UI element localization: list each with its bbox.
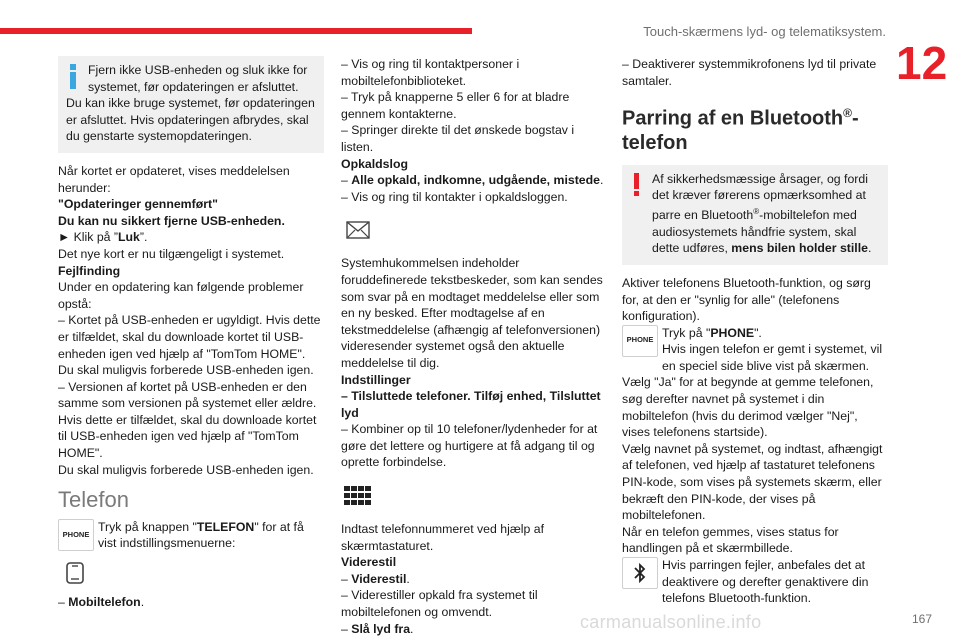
paragraph: Hvis parringen fejler, anbefales det at deaktivere og derefter genaktivere din telefons Bluetooth-funktion. bbox=[662, 558, 869, 606]
list-item: – Alle opkald, indkomne, udgående, mistede. bbox=[341, 173, 604, 188]
bluetooth-icon bbox=[622, 557, 658, 589]
paragraph: Indtast telefonnummeret ved hjælp af skærmtastaturet. bbox=[341, 522, 545, 553]
phone-button-icon: PHONE bbox=[58, 519, 94, 551]
info-icon bbox=[68, 64, 78, 89]
page-number: 167 bbox=[911, 612, 932, 626]
phone-instruction bbox=[622, 325, 888, 375]
warning-box bbox=[622, 165, 888, 265]
paragraph: Hvis ingen telefon er gemt i systemet, vil en speciel side blive vist på skærmen. bbox=[662, 342, 883, 373]
watermark: carmanualsonline.info bbox=[580, 612, 762, 632]
subheading: Viderestil bbox=[341, 555, 397, 570]
mobile-phone-icon bbox=[58, 558, 92, 588]
paragraph: Når en telefon gemmes, vises status for handlingen på et skærmbillede. bbox=[622, 524, 839, 556]
keypad-icon bbox=[341, 481, 375, 511]
paragraph: Du skal muligvis forberede USB-enheden igen. bbox=[58, 462, 314, 477]
list-item: – Tilsluttede telefoner. Tilføj enhed, Tilsluttet lyd bbox=[341, 389, 601, 420]
subheading: Indstillinger bbox=[341, 372, 411, 387]
section-title-bluetooth: Parring af en Bluetooth®-telefon bbox=[622, 106, 859, 154]
list-item: – Viderestil. bbox=[341, 571, 410, 586]
bluetooth-instruction bbox=[622, 557, 888, 607]
subheading: Opkaldslog bbox=[341, 156, 408, 171]
column-1 bbox=[58, 56, 324, 611]
header-red-bar bbox=[0, 28, 472, 34]
envelope-icon bbox=[341, 215, 375, 245]
instruction: Tryk på "PHONE". bbox=[662, 325, 762, 340]
column-3 bbox=[622, 56, 888, 607]
list-item: – Slå lyd fra. bbox=[341, 621, 414, 636]
chapter-number: 12 bbox=[896, 37, 948, 89]
list-item: – Kortet på USB-enheden er ugyldigt. Hvis dette er tilfældet, skal du downloade kortet til USB-enheden igen ved hjælp af "TomTom HOME". bbox=[58, 313, 321, 361]
list-item: – Springer direkte til det ønskede bogstav i listen. bbox=[341, 123, 575, 154]
list-item: – Viderestiller opkald fra systemet til mobiltelefonen og omvendt. bbox=[341, 588, 538, 620]
instruction: ► Klik på ”Luk”. bbox=[58, 230, 148, 245]
info-box bbox=[58, 56, 324, 153]
phone-button-icon: PHONE bbox=[622, 325, 658, 357]
instruction: Tryk på knappen "TELEFON" for at få vist indstillingsmenuerne: bbox=[98, 519, 304, 551]
paragraph: Vælg "Ja" for at begynde at gemme telefonen, søg derefter navnet på systemet i din mobiltelefon (hvis du derimod vælger "Nej", vises telefonens startside). bbox=[622, 375, 874, 440]
phone-instruction bbox=[58, 519, 324, 552]
column-2 bbox=[341, 56, 607, 637]
list-item: – Mobiltelefon. bbox=[58, 595, 145, 610]
message-text: "Opdateringer gennemført" bbox=[58, 197, 218, 212]
list-item: – Versionen af kortet på USB-enheden er den samme som versionen på systemet eller ældre. Hvis dette er tilfældet, skal du downloade kortet til USB-enheden igen ved hjælp af "TomTom HOME". bbox=[58, 379, 317, 461]
paragraph: Når kortet er opdateret, vises meddelelsen herunder: bbox=[58, 163, 290, 195]
info-line-1: Fjern ikke USB-enheden og sluk ikke for systemet, før opdateringen er afsluttet. bbox=[88, 63, 308, 94]
header-title: Touch-skærmens lyd- og telematiksystem. bbox=[643, 24, 886, 39]
list-item: – Kombiner op til 10 telefoner/lydenheder for at gøre det lettere og hurtigere at få adgang til og oprette forbindelse. bbox=[341, 422, 598, 470]
paragraph: Aktiver telefonens Bluetooth-funktion, og sørg for, at den er "synlig for alle" (telefonens konfiguration). bbox=[622, 275, 871, 324]
paragraph: Vælg navnet på systemet, og indtast, afhængigt af telefonen, ved hjælp af tastaturet telefonens PIN-kode, som vises på systemets skærm, eller bekræft den PIN-kode, der vises på mobiltelefonen. bbox=[622, 441, 883, 523]
warning-icon bbox=[632, 173, 642, 196]
list-item: – Deaktiverer systemmikrofonens lyd til private samtaler. bbox=[622, 57, 877, 88]
list-item: – Tryk på knapperne 5 eller 6 for at bladre gennem kontakterne. bbox=[341, 90, 570, 121]
paragraph: Systemhukommelsen indeholder foruddefinerede tekstbeskeder, som kan sendes som svar på en modtaget meddelelse eller som en ny besked. Efter modtagelse af en tekstmeddelelse (afhængig af telefonversionen) videresender systemet også den aktuelle meddelelse til dig. bbox=[341, 256, 603, 370]
paragraph: Under en opdatering kan følgende problemer opstå: bbox=[58, 280, 304, 311]
paragraph: Du skal muligvis forberede USB-enheden igen. bbox=[58, 363, 314, 378]
list-item: – Vis og ring til kontakter i opkaldsloggen. bbox=[341, 189, 568, 204]
list-item: – Vis og ring til kontaktpersoner i mobiltelefonbiblioteket. bbox=[341, 57, 520, 88]
section-title-telefon: Telefon bbox=[58, 487, 129, 513]
subheading: Fejlfinding bbox=[58, 263, 121, 278]
message-text: Du kan nu sikkert fjerne USB-enheden. bbox=[58, 213, 285, 228]
paragraph: Det nye kort er nu tilgængeligt i systemet. bbox=[58, 246, 285, 261]
info-line-2: Du kan ikke bruge systemet, før opdateringen er afsluttet. Hvis opdateringen afbrydes, skal du genstarte systemopdateringen. bbox=[66, 96, 315, 144]
warning-text: Af sikkerhedsmæssige årsager, og fordi det kræver førerens opmærksomhed at parre en Bluetooth®-mobiltelefon med audiosystemets håndfrie system, skal dette udføres, mens bilen holder stille. bbox=[652, 171, 872, 256]
